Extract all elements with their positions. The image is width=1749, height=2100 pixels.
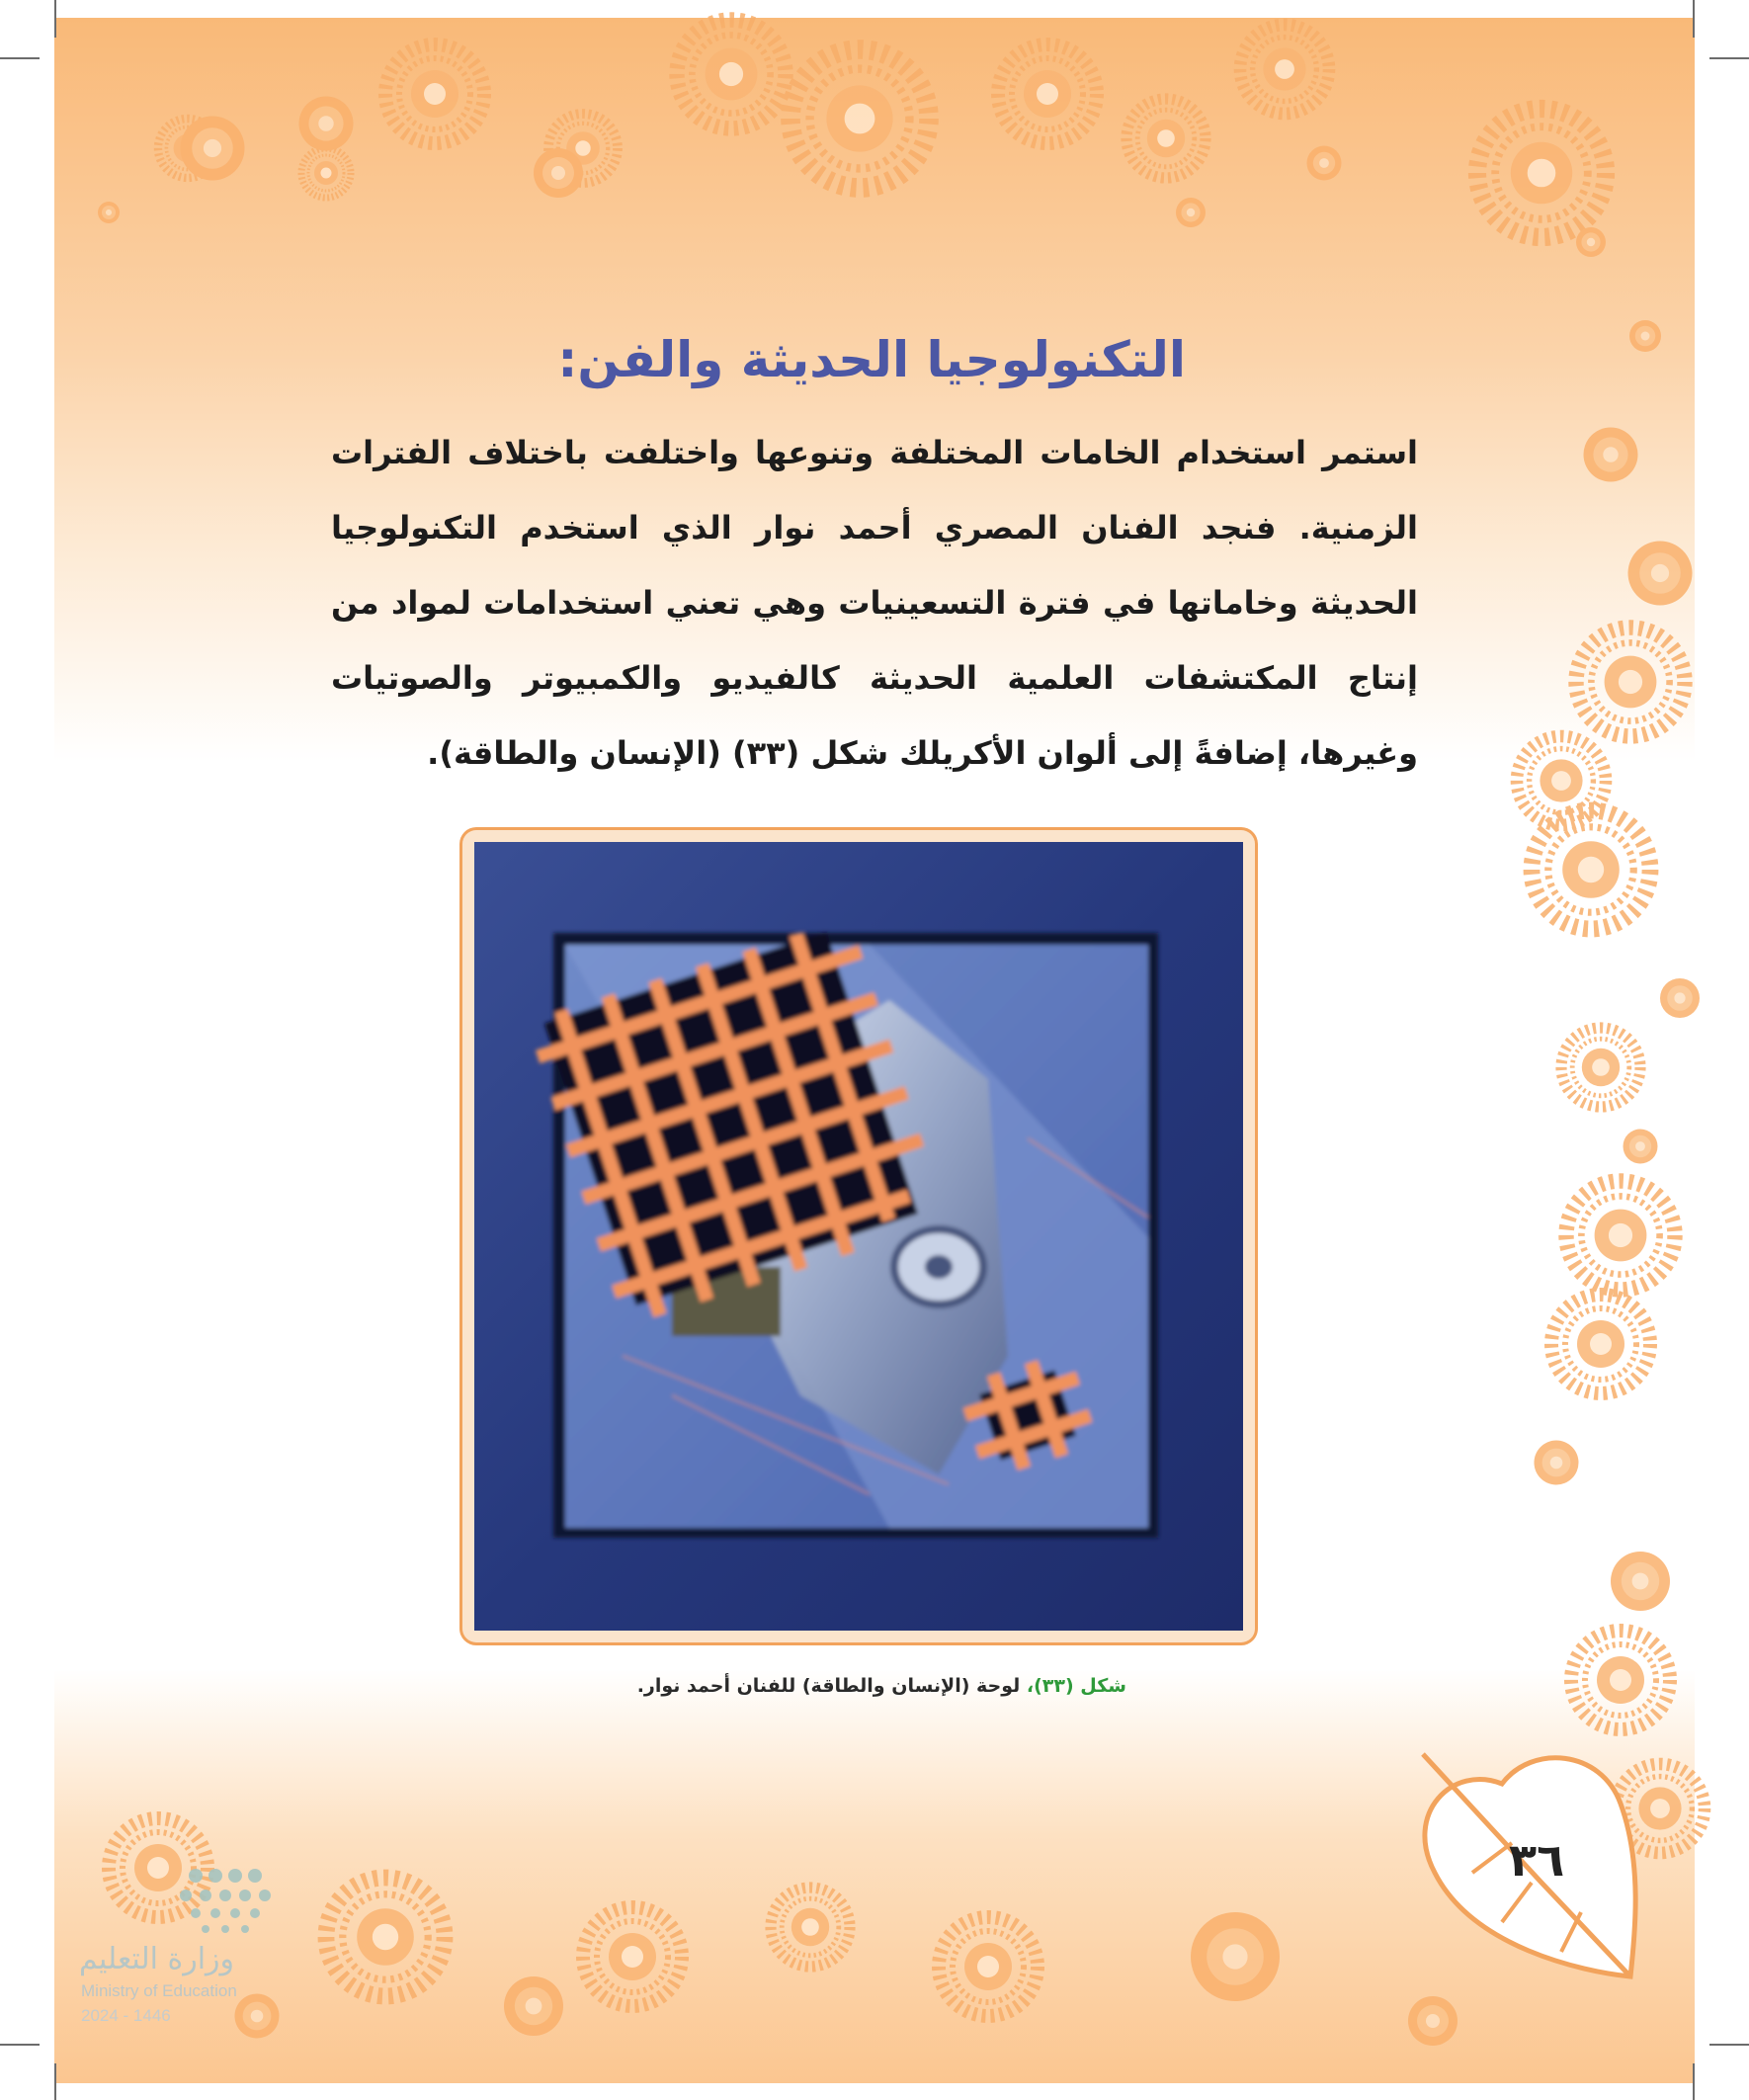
ministry-year: 2024 - 1446 [81, 2006, 171, 2025]
body-paragraph: استمر استخدام الخامات المختلفة وتنوعها واختلفت باختلاف الفترات الزمنية. فنجد الفنان المصري أحمد نوار الذي استخدم التكنولوجيا الحديثة وخاماتها في فترة التسعينيات وهي تعني استخدامات لمواد من إنتاج المكتشفات العلمية الحديثة كالفيديو والكمبيوتر والصوتيات وغيرها، إضافةً إلى ألوان الأكريلك شكل (٣٣) (الإنسان والطاقة). [331, 434, 1418, 772]
figure-caption-text: لوحة (الإنسان والطاقة) للفنان أحمد نوار. [636, 1675, 1027, 1697]
figure-caption [464, 1675, 1126, 1697]
artwork-image [474, 842, 1243, 1631]
ministry-name-english: Ministry of Education [81, 1981, 237, 2000]
page-number: ٣٦ [1509, 1833, 1565, 1887]
figure-label: شكل (٣٣)، [1026, 1675, 1126, 1697]
section-title: التكنولوجيا الحديثة والفن: [557, 331, 1186, 388]
ministry-name-arabic: وزارة التعليم [79, 1942, 235, 1976]
artwork-frame [462, 830, 1255, 1642]
